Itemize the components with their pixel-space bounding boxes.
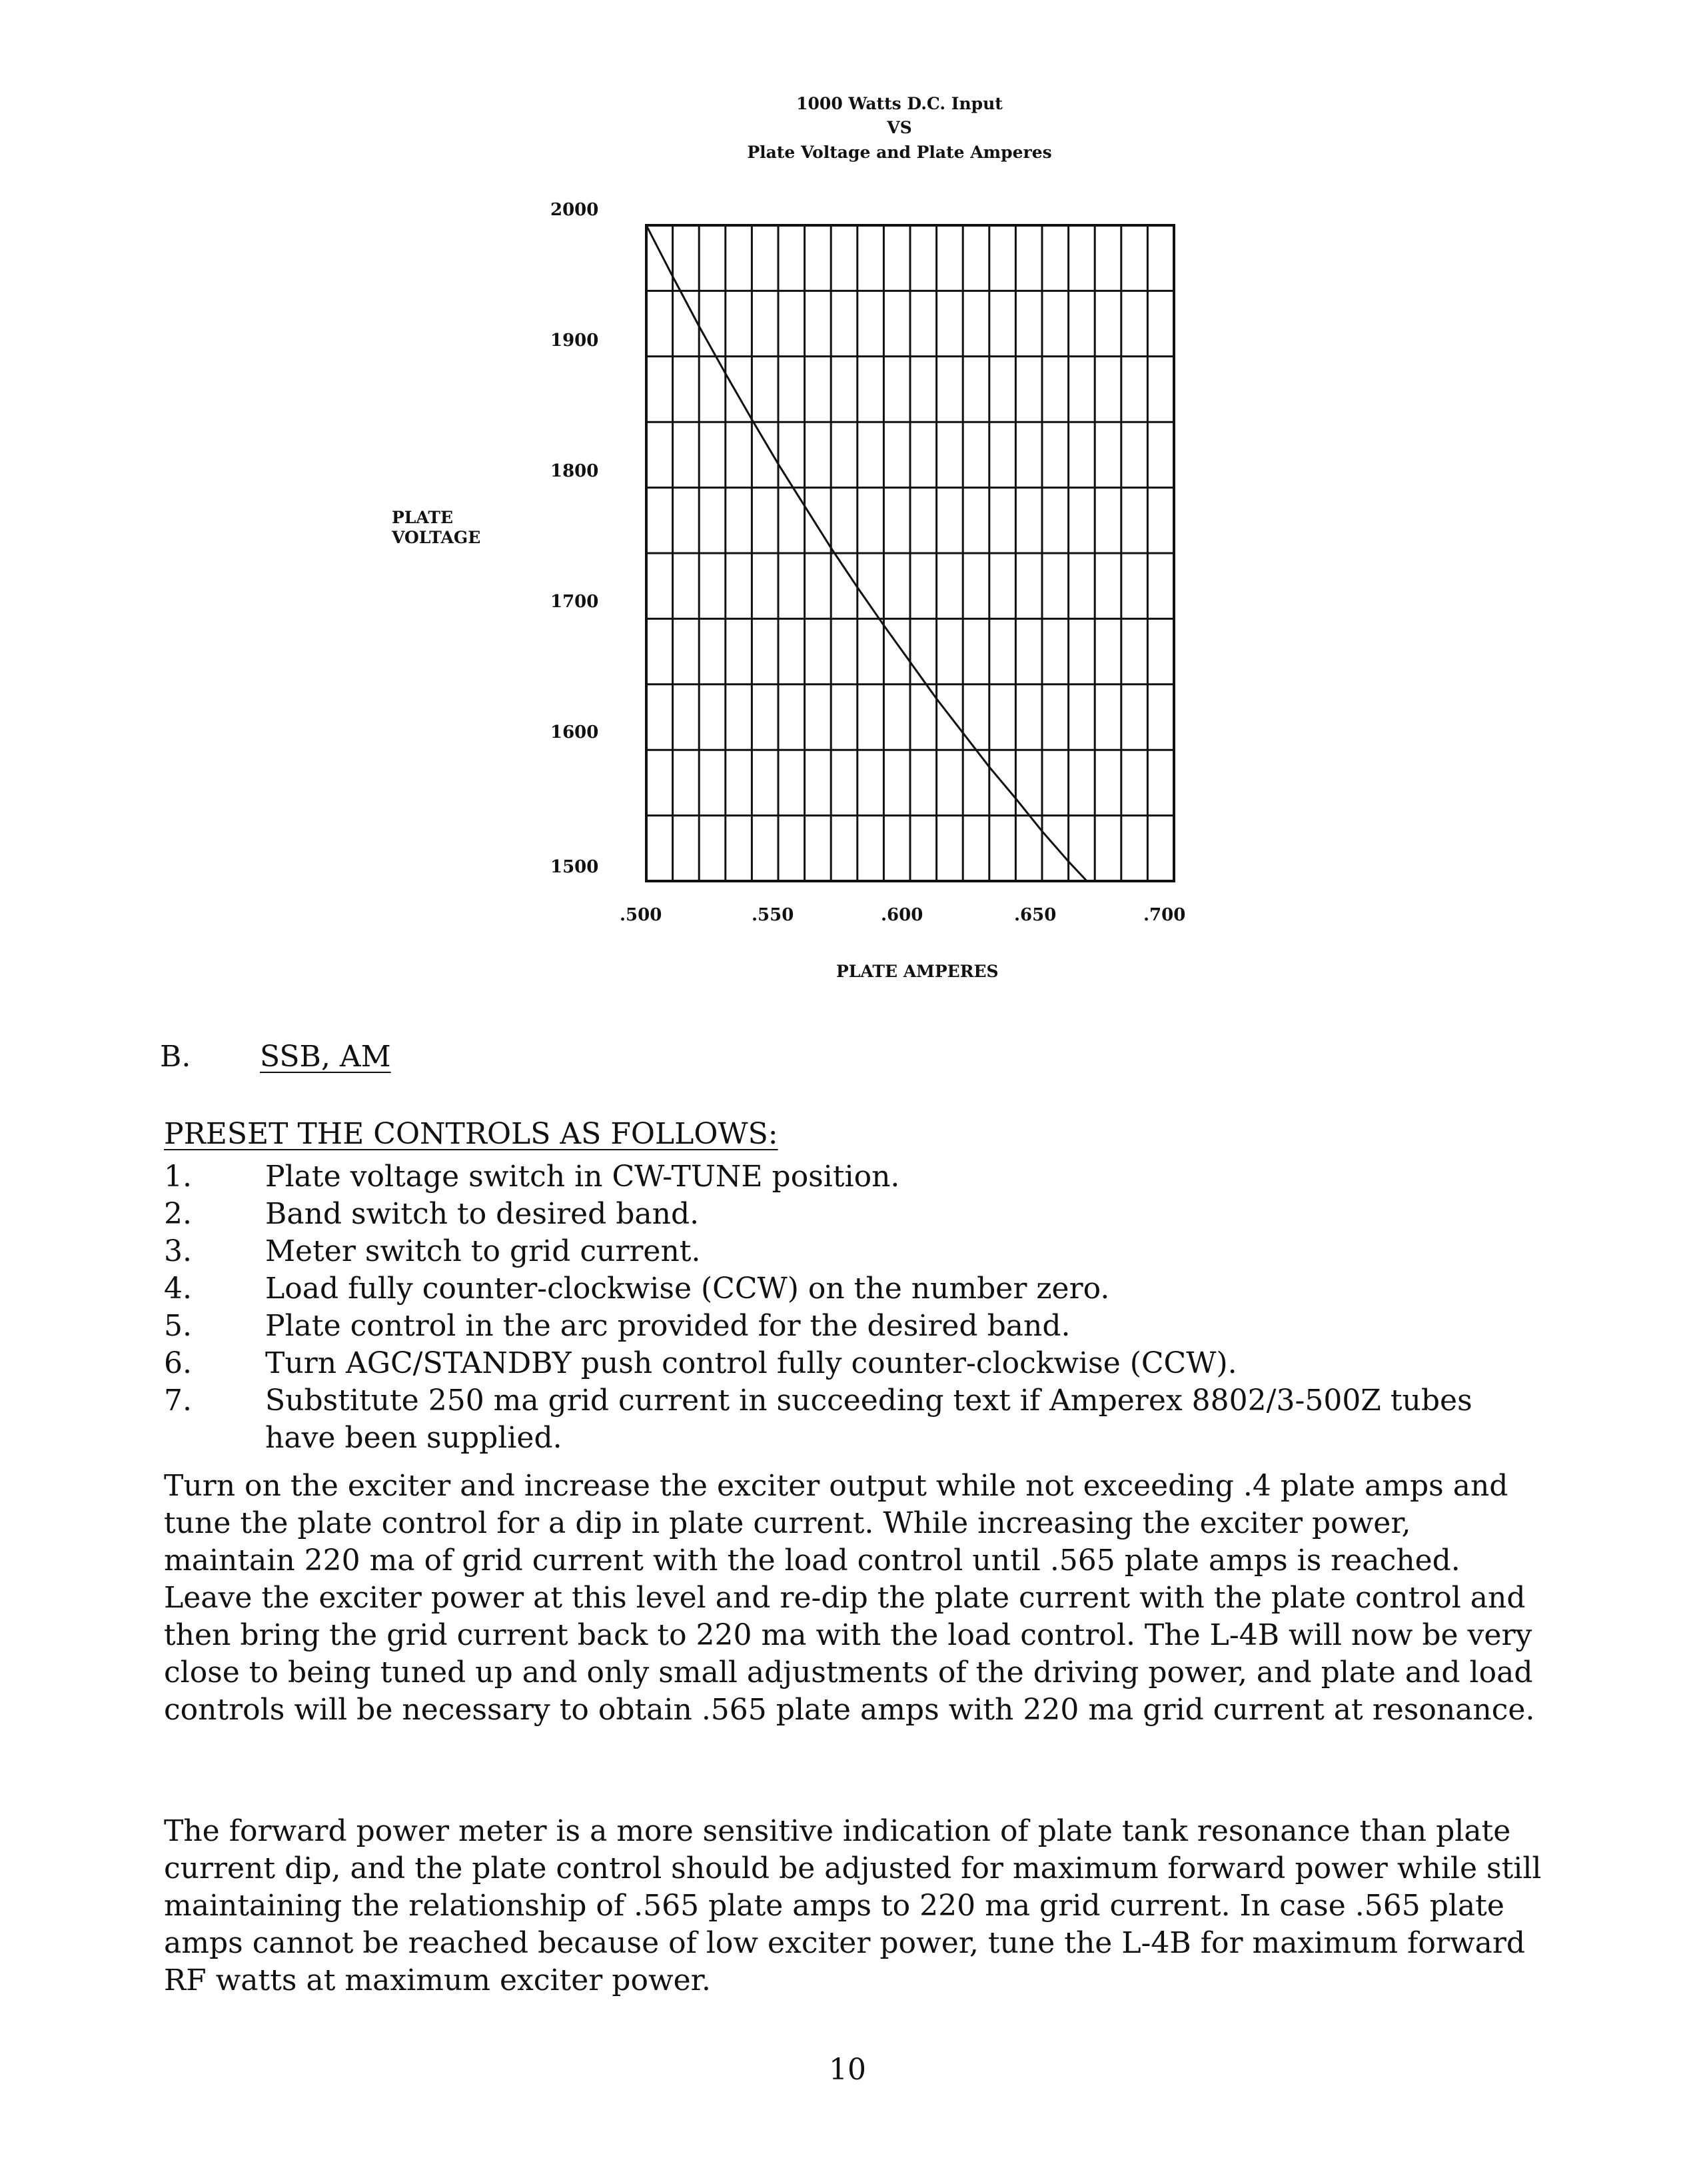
preset-steps-list <box>164 1158 1496 1457</box>
step-number: 6. <box>164 1346 192 1380</box>
list-item <box>164 1308 1496 1345</box>
step-number: 3. <box>164 1234 192 1268</box>
page-number: 10 <box>829 2053 866 2087</box>
chart-subtitle: Plate Voltage and Plate Amperes <box>747 142 1052 162</box>
step-number: 2. <box>164 1197 192 1231</box>
tuning-paragraph: Turn on the exciter and increase the exciter output while not exceeding .4 plate amps and tune the plate control for a dip in plate current. While increasing the exciter power, maintain 220 ma of grid current with the load control until .565 plate amps is reached. Leave the exciter power at this level and re-dip the plate current with the plate control and then bring the grid current back to 220 ma with the load control. The L-4B will now be very close to being tuned up and only small adjustments of the driving power, and plate and load controls will be necessary to obtain .565 plate amps with 220 ma grid current at resonance. <box>164 1469 1535 1727</box>
x-tick-label: .550 <box>752 905 794 925</box>
step-text: Plate control in the arc provided for the desired band. <box>265 1309 1071 1343</box>
list-item <box>164 1345 1496 1382</box>
y-tick-label: 1700 <box>550 592 599 612</box>
forward-power-paragraph: The forward power meter is a more sensitive indication of plate tank resonance than plate current dip, and the plate control should be adjusted for maximum forward power while still maintaining the relationship of .565 plate amps to 220 ma grid current. In case .565 plate amps cannot be reached because of low exciter power, tune the L-4B for maximum forward RF watts at maximum exciter power. <box>164 1814 1542 1997</box>
list-item <box>164 1233 1496 1270</box>
chart-title: 1000 Watts D.C. Input <box>796 94 1003 113</box>
y-tick-label: 1800 <box>550 461 599 481</box>
x-tick-label: .650 <box>1014 905 1057 925</box>
chart-title-connector: VS <box>887 118 912 138</box>
step-number: 1. <box>164 1160 192 1194</box>
step-text: Substitute 250 ma grid current in succeeding text if Amperex 8802/3-500Z tubes have been supplied. <box>265 1384 1472 1455</box>
plate-voltage-chart <box>0 0 1695 1000</box>
step-text: Turn AGC/STANDBY push control fully counter-clockwise (CCW). <box>265 1346 1237 1380</box>
section-letter: B. <box>160 1040 191 1074</box>
step-text: Band switch to desired band. <box>265 1197 700 1231</box>
y-tick-label: 1600 <box>550 722 599 742</box>
list-item <box>164 1196 1496 1233</box>
x-axis-label: PLATE AMPERES <box>836 962 999 981</box>
y-tick-label: 1500 <box>550 857 599 877</box>
x-tick-label: .600 <box>881 905 923 925</box>
step-text: Load fully counter-clockwise (CCW) on the number zero. <box>265 1272 1110 1306</box>
list-item <box>164 1270 1496 1308</box>
x-tick-label: .700 <box>1143 905 1186 925</box>
section-title: SSB, AM <box>260 1040 391 1074</box>
list-item <box>164 1158 1496 1196</box>
step-number: 7. <box>164 1384 192 1418</box>
y-tick-label: 1900 <box>550 331 599 351</box>
step-text: Meter switch to grid current. <box>265 1234 701 1268</box>
section-heading <box>160 1040 391 1074</box>
step-text: Plate voltage switch in CW-TUNE position. <box>265 1160 900 1194</box>
y-tick-label: 2000 <box>550 200 599 220</box>
x-tick-label: .500 <box>620 905 662 925</box>
step-number: 4. <box>164 1272 192 1306</box>
preset-heading: PRESET THE CONTROLS AS FOLLOWS: <box>164 1117 778 1151</box>
y-axis-label: PLATE VOLTAGE <box>392 508 481 547</box>
list-item <box>164 1382 1496 1457</box>
step-number: 5. <box>164 1309 192 1343</box>
